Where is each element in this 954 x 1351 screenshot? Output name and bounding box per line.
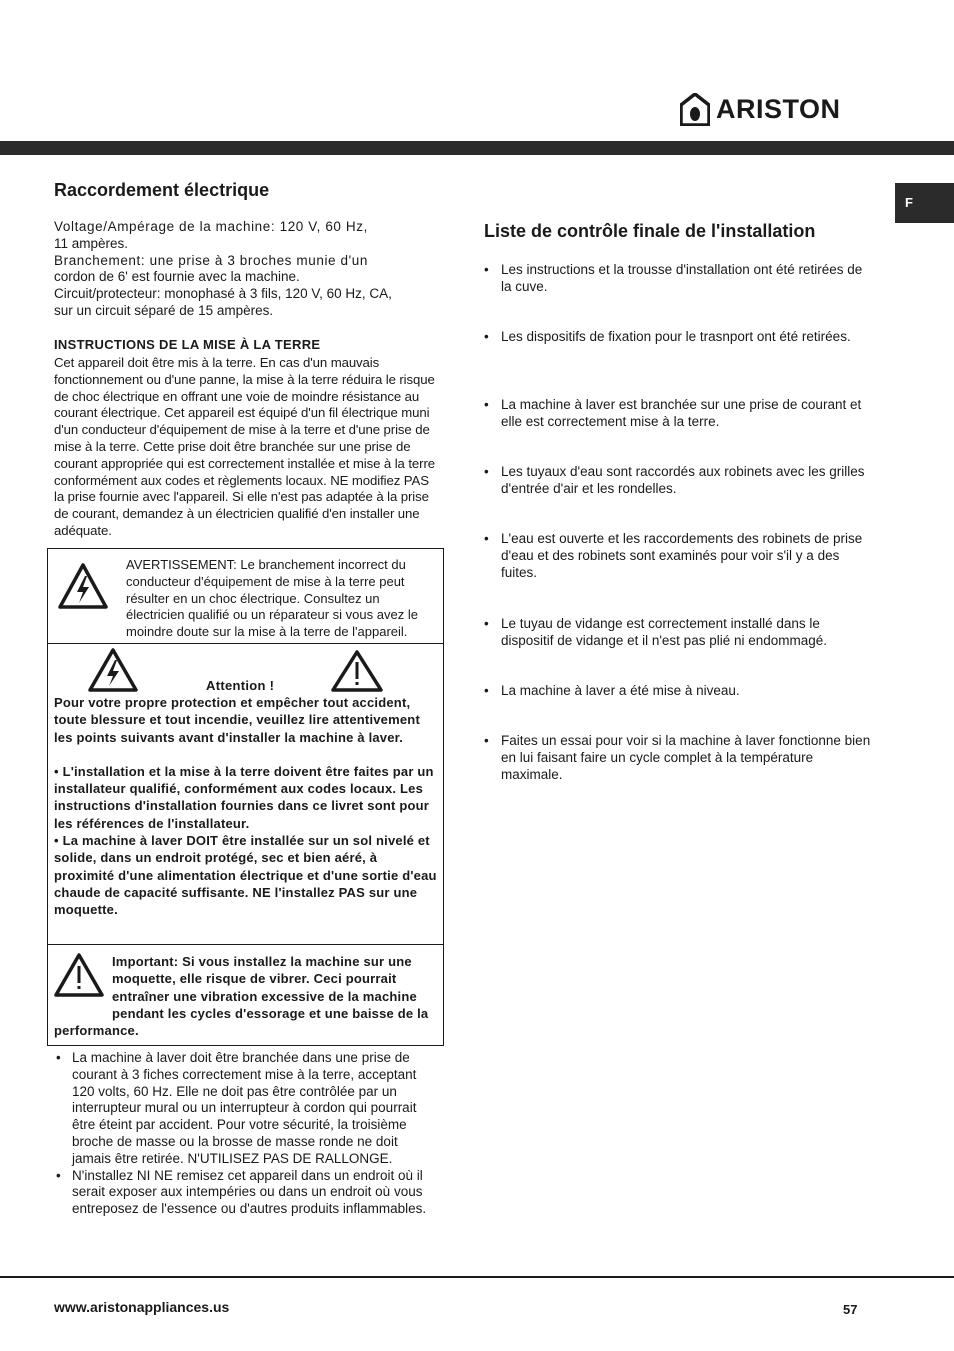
attention-box — [47, 643, 444, 945]
important-text-wrap — [54, 953, 439, 1039]
important-box — [47, 944, 444, 1046]
footer-rule — [0, 1276, 954, 1278]
page-number: 57 — [843, 1302, 858, 1317]
caution-exclamation-icon — [331, 650, 383, 697]
attention-text — [54, 694, 439, 919]
attention-title: Attention ! — [206, 678, 275, 693]
list-item-text: N'installez NI NE remisez cet appareil dans un endroit où il serait exposer aux intempéries ou dans un endroit où vous entreposez de l'essence ou d'autres produits inflammables. — [72, 1167, 427, 1217]
checklist-item: • L'eau est ouverte et les raccordements des robinets de prise d'eau et des robinets sont examinés pour voir s'il y a des fuites. — [484, 531, 874, 581]
grounding-paragraph: Cet appareil doit être mis à la terre. En cas d'un mauvais fonctionnement ou d'une panne, la mise à la terre réduira le risque de choc électrique en offrant une voie de moindre résistance au courant électrique. Cet appareil est équipé d'un fil électrique muni d'un conducteur d'équipement de mise à la terre et d'une prise de mise à la terre. Cette prise doit être branchée sur une prise de courant appropriée qui est correctement installée et mise à la terre conformément aux codes et règlements locaux. NE modifiez PAS la prise fournie avec l'appareil. Si elle n'est pas adaptée à la prise de courant, demandez à un électricien qualifié d'en installer une adéquate. — [54, 355, 435, 538]
language-tab: F — [895, 183, 954, 223]
checklist-item-text: Les dispositifs de fixation pour le trasnport ont été retirées. — [501, 329, 851, 344]
voltage-line: 11 ampères. — [54, 235, 129, 251]
left-bullet-list — [54, 1050, 439, 1218]
checklist-item-text: Faites un essai pour voir si la machine à laver fonctionne bien en lui faisant faire un cycle complet à la température maximale. — [501, 733, 871, 782]
warning-text: AVERTISSEMENT: Le branchement incorrect du conducteur d'équipement de mise à la terre peut résulter en un choc électrique. Consultez un électricien qualifié ou un réparateur si vous avez le moindre doute sur la mise à la terre de l'appareil. — [126, 557, 418, 640]
list-item-text: La machine à laver doit être branchée dans une prise de courant à 3 fiches correctement mise à la terre, acceptant 120 volts, 60 Hz. Elle ne doit pas être contrôlée par un interrupteur mural ou un interrupteur à cordon qui pourrait être éteint par accident. Pour votre sécurité, la troisième broche de masse ou la brosse de masse ronde ne doit jamais être retirée. N'UTILISEZ PAS DE RALLONGE. — [72, 1050, 417, 1166]
footer-url[interactable]: www.aristonappliances.us — [54, 1299, 230, 1315]
checklist-item: • La machine à laver est branchée sur une prise de courant et elle est correctement mise à la terre. — [484, 397, 874, 431]
checklist-item: • Le tuyau de vidange est correctement installé dans le dispositif de vidange et il n'est pas plié ni endommagé. — [484, 616, 874, 650]
section-heading-raccordement: Raccordement électrique — [54, 180, 270, 200]
checklist-item-text: Le tuyau de vidange est correctement installé dans le dispositif de vidange et il n'est pas plié ni endommagé. — [501, 616, 828, 648]
grounding-heading: INSTRUCTIONS DE LA MISE À LA TERRE — [54, 337, 321, 352]
checklist-item-text: La machine à laver est branchée sur une prise de courant et elle est correctement mise à la terre. — [501, 397, 862, 429]
checklist-item-text: Les tuyaux d'eau sont raccordés aux robinets avec les grilles d'entrée d'air et les rondelles. — [501, 464, 865, 496]
section-heading-checklist: Liste de contrôle finale de l'installation — [484, 221, 816, 241]
attention-item: • La machine à laver DOIT être installée sur un sol nivelé et solide, dans un endroit protégé, sec et bien aéré, à proximité d'une alimentation électrique et d'une sortie d'eau chaude de capacité suffisante. NE l'installez PAS sur une moquette. — [54, 833, 437, 918]
warning-box-electric — [47, 548, 444, 644]
electric-shock-warning-icon — [58, 563, 108, 614]
checklist-item-text: La machine à laver a été mise à niveau. — [501, 683, 740, 698]
checklist-item: • Les instructions et la trousse d'installation ont été retirées de la cuve. — [484, 262, 874, 296]
brand-name: ARISTON — [716, 93, 841, 124]
attention-item: • L'installation et la mise à la terre doivent être faites par un installateur qualifié, conformément aux codes locaux. Les instructions d'installation fournies dans ce livret sont pour les références de l'installateur. — [54, 763, 434, 831]
checklist-item: • Les dispositifs de fixation pour le trasnport ont été retirées. — [484, 329, 874, 346]
checklist-item: • Faites un essai pour voir si la machine à laver fonctionne bien en lui faisant faire un cycle complet à la température maximale. — [484, 733, 874, 783]
ariston-logo — [680, 91, 870, 127]
voltage-line: cordon de 6' est fournie avec la machine. — [54, 269, 300, 285]
voltage-line: Branchement: une prise à 3 broches munie d'un — [54, 252, 368, 268]
important-text: Important: Si vous installez la machine sur une moquette, elle risque de vibrer. Ceci pourrait entraîner une vibration excessive de la machine pendant les cycles d'essorage et une baisse de la performance. — [54, 954, 429, 1039]
voltage-line: Circuit/protecteur: monophasé à 3 fils, 120 V, 60 Hz, CA, — [54, 286, 392, 302]
caution-exclamation-icon — [54, 953, 104, 1002]
electric-shock-warning-icon — [88, 648, 138, 697]
checklist-item-text: L'eau est ouverte et les raccordements des robinets de prise d'eau et des robinets sont examinés pour voir s'il y a des fuites. — [501, 531, 863, 580]
voltage-line: Voltage/Ampérage de la machine: 120 V, 60 Hz, — [54, 219, 368, 234]
header-bar — [0, 141, 954, 155]
list-item: • La machine à laver doit être branchée dans une prise de courant à 3 fiches correctement mise à la terre, acceptant 120 volts, 60 Hz. Elle ne doit pas être contrôlée par un interrupteur mural ou un interrupteur à cordon qui pourrait être éteint par accident. Pour votre sécurité, la troisième broche de masse ou la brosse de masse ronde ne doit jamais être retirée. N'UTILISEZ PAS DE RALLONGE. — [56, 1050, 417, 1166]
list-item: • N'installez NI NE remisez cet appareil dans un endroit où il serait exposer aux intempéries ou dans un endroit où vous entreposez de l'essence ou d'autres produits inflammables. — [56, 1167, 427, 1217]
house-logo-icon — [680, 93, 710, 126]
attention-intro: Pour votre propre protection et empêcher tout accident, toute blessure et tout incendie, veuillez lire attentivement les points suivants avant d'installer la machine à laver. — [54, 695, 420, 745]
voltage-line: sur un circuit séparé de 15 ampères. — [54, 302, 274, 318]
checklist-item-text: Les instructions et la trousse d'installation ont été retirées de la cuve. — [501, 262, 863, 294]
checklist-item: • La machine à laver a été mise à niveau. — [484, 683, 874, 700]
voltage-paragraph — [54, 219, 434, 320]
checklist-item: • Les tuyaux d'eau sont raccordés aux robinets avec les grilles d'entrée d'air et les rondelles. — [484, 464, 874, 498]
